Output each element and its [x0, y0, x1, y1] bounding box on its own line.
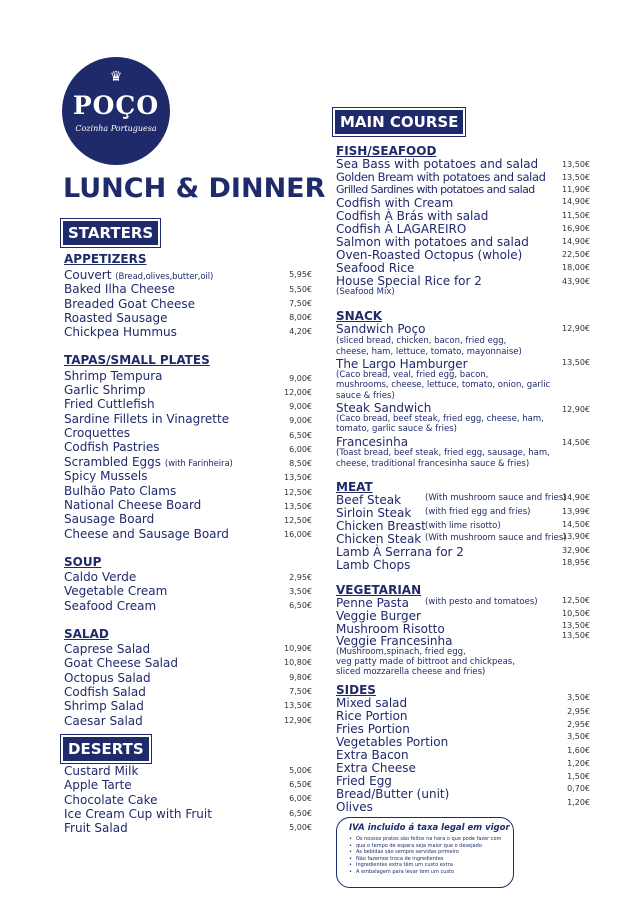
menu-item: Grilled Sardines with potatoes and salad — [336, 183, 535, 196]
item-description: cheese, ham, lettuce, tomato, mayonnaise) — [336, 347, 522, 357]
item-price: 5,00€ — [289, 823, 312, 832]
menu-item: Chocolate Cake — [64, 793, 158, 807]
menu-item: Fried Egg — [336, 774, 392, 788]
tax-info-list — [345, 836, 505, 876]
menu-item: Sausage Board — [64, 512, 155, 526]
menu-item: Golden Bream with potatoes and salad — [336, 170, 546, 184]
menu-item: Veggie Burger — [336, 609, 421, 623]
menu-item: Codfish À Brás with salad — [336, 209, 489, 223]
menu-item: Penne Pasta — [336, 596, 409, 610]
item-description: sliced mozzarella cheese and fries) — [336, 667, 486, 677]
item-price: 13,50€ — [284, 502, 312, 511]
item-price: 14,50€ — [562, 438, 590, 447]
item-price: 6,00€ — [289, 445, 312, 454]
item-price: 13,90€ — [562, 532, 590, 541]
item-price: 6,50€ — [289, 601, 312, 610]
main-course-banner: MAIN COURSE — [335, 110, 463, 134]
menu-item: Fried Cuttlefish — [64, 397, 155, 411]
menu-item: Mixed salad — [336, 696, 408, 710]
menu-item: Baked Ilha Cheese — [64, 282, 175, 296]
item-price: 13,50€ — [562, 631, 590, 640]
item-price: 1,20€ — [567, 798, 590, 807]
tapas-title: TAPAS/SMALL PLATES — [64, 353, 210, 367]
menu-item: Caprese Salad — [64, 642, 151, 656]
item-price: 14,90€ — [562, 493, 590, 502]
item-price: 43,90€ — [562, 277, 590, 286]
item-price: 5,50€ — [289, 285, 312, 294]
menu-item: Beef Steak — [336, 493, 402, 507]
menu-item: Chicken Steak — [336, 532, 422, 546]
item-price: 3,50€ — [567, 732, 590, 741]
restaurant-logo — [62, 57, 170, 165]
menu-item: Seafood Cream — [64, 599, 157, 613]
menu-item: Goat Cheese Salad — [64, 656, 178, 670]
menu-item: Mushroom Risotto — [336, 622, 445, 636]
tax-info-item: • A embalagem para levar tem um custo — [349, 869, 505, 876]
item-price: 7,50€ — [289, 687, 312, 696]
item-price: 2,95€ — [567, 707, 590, 716]
item-description: (Toast bread, beef steak, fried egg, sausage, ham, — [336, 448, 550, 458]
item-note: (with lime risotto) — [425, 521, 501, 531]
item-price: 7,50€ — [289, 299, 312, 308]
menu-item: Sirloin Steak — [336, 506, 412, 520]
menu-item: Veggie Francesinha — [336, 634, 453, 648]
menu-item: Fruit Salad — [64, 821, 128, 835]
menu-item: Sea Bass with potatoes and salad — [336, 157, 539, 171]
item-price: 13,50€ — [284, 473, 312, 482]
menu-item: Couvert (Bread,olives,butter,oil) — [64, 268, 214, 282]
item-price: 12,50€ — [284, 488, 312, 497]
appetizers-title: APPETIZERS — [64, 252, 147, 266]
menu-item: Sardine Fillets in Vinagrette — [64, 412, 230, 426]
menu-item: Bulhão Pato Clams — [64, 484, 177, 498]
item-description: (Mushroom,spinach, fried egg, — [336, 647, 466, 657]
menu-item: Bread/Butter (unit) — [336, 787, 450, 801]
vegetarian-title: VEGETARIAN — [336, 583, 422, 597]
menu-item: Ice Cream Cup with Fruit — [64, 807, 212, 821]
tax-info-item: • Não fazemos troca de ingredientes — [349, 856, 505, 863]
item-price: 2,95€ — [289, 573, 312, 582]
starters-banner: STARTERS — [63, 221, 158, 245]
item-price: 3,50€ — [289, 587, 312, 596]
menu-item: Francesinha — [336, 435, 409, 449]
salad-title: SALAD — [64, 627, 109, 641]
menu-item: Caldo Verde — [64, 570, 137, 584]
menu-item: Spicy Mussels — [64, 469, 148, 483]
menu-item: Shrimp Salad — [64, 699, 144, 713]
item-price: 10,50€ — [562, 609, 590, 618]
tax-info-item: • As bebidas são sempre servidas primeiro — [349, 849, 505, 856]
item-price: 12,90€ — [562, 324, 590, 333]
menu-item: Vegetable Cream — [64, 584, 168, 598]
soup-title: SOUP — [64, 555, 102, 569]
item-price: 13,50€ — [562, 173, 590, 182]
menu-item: Steak Sandwich — [336, 401, 432, 415]
menu-item: Extra Bacon — [336, 748, 409, 762]
tax-info-item: • que o tempo de espera seja maior que o desejado — [349, 843, 505, 850]
item-price: 6,00€ — [289, 794, 312, 803]
item-description: veg patty made of bittroot and chickpeas, — [336, 657, 515, 667]
item-price: 11,50€ — [562, 211, 590, 220]
item-price: 9,00€ — [289, 416, 312, 425]
item-price: 6,50€ — [289, 780, 312, 789]
item-note: (with fried egg and fries) — [425, 507, 531, 517]
menu-item: The Largo Hamburger — [336, 357, 468, 371]
item-price: 3,50€ — [567, 693, 590, 702]
item-price: 10,90€ — [284, 644, 312, 653]
menu-item: Caesar Salad — [64, 714, 143, 728]
item-description: (Caco bread, beef steak, fried egg, cheese, ham, — [336, 414, 544, 424]
item-price: 9,00€ — [289, 374, 312, 383]
item-price: 6,50€ — [289, 431, 312, 440]
menu-item: Lamb Chops — [336, 558, 411, 572]
item-price: 1,50€ — [567, 772, 590, 781]
item-price: 32,90€ — [562, 546, 590, 555]
item-price: 2,95€ — [567, 720, 590, 729]
item-price: 0,70€ — [567, 784, 590, 793]
tax-info-title: IVA incluido á taxa legal em vigor — [349, 823, 510, 833]
menu-item: Octopus Salad — [64, 671, 151, 685]
item-note: (with pesto and tomatoes) — [425, 597, 538, 607]
menu-item: Croquettes — [64, 426, 131, 440]
item-description: cheese, traditional francesinha sauce & fries) — [336, 459, 530, 469]
menu-item: Chickpea Hummus — [64, 325, 177, 339]
item-price: 18,95€ — [562, 558, 590, 567]
item-price: 12,50€ — [284, 516, 312, 525]
menu-item: Chicken Breast — [336, 519, 426, 533]
item-price: 13,50€ — [562, 160, 590, 169]
item-note: (With mushroom sauce and fries) — [425, 533, 567, 543]
item-note: (With mushroom sauce and fries) — [425, 493, 567, 503]
item-price: 6,50€ — [289, 809, 312, 818]
item-price: 14,50€ — [562, 520, 590, 529]
menu-item: Cheese and Sausage Board — [64, 527, 229, 541]
menu-item: Lamb À Serrana for 2 — [336, 545, 464, 559]
meat-title: MEAT — [336, 480, 373, 494]
menu-item: Codfish Pastries — [64, 440, 160, 454]
menu-item: Olives — [336, 800, 373, 814]
tax-info-item: • Ingredientes extra têm um custo extra — [349, 862, 505, 869]
menu-item: Fries Portion — [336, 722, 410, 736]
menu-item: Codfish À LAGAREIRO — [336, 222, 467, 236]
item-price: 22,50€ — [562, 250, 590, 259]
crown-icon: ♛ — [109, 69, 123, 85]
item-price: 4,20€ — [289, 327, 312, 336]
menu-item: Apple Tarte — [64, 778, 132, 792]
item-price: 8,50€ — [289, 459, 312, 468]
menu-item: House Special Rice for 2 — [336, 274, 482, 288]
item-price: 1,20€ — [567, 759, 590, 768]
item-description: (sliced bread, chicken, bacon, fried egg, — [336, 336, 507, 346]
menu-item: Garlic Shrimp — [64, 383, 146, 397]
item-price: 13,50€ — [562, 358, 590, 367]
sides-title: SIDES — [336, 683, 376, 697]
page-title: LUNCH & DINNER — [63, 173, 326, 204]
item-description: sauce & fries) — [336, 391, 395, 401]
menu-item: Shrimp Tempura — [64, 369, 163, 383]
logo-name: POÇO — [72, 91, 160, 120]
menu-item: Vegetables Portion — [336, 735, 449, 749]
item-price: 13,99€ — [562, 507, 590, 516]
item-description: tomato, garlic sauce & fries) — [336, 424, 457, 434]
menu-item: Codfish with Cream — [336, 196, 454, 210]
fish-title: FISH/SEAFOOD — [336, 144, 437, 158]
menu-item: Salmon with potatoes and salad — [336, 235, 529, 249]
item-price: 10,80€ — [284, 658, 312, 667]
item-note: (Seafood Mix) — [336, 287, 395, 297]
item-price: 18,00€ — [562, 263, 590, 272]
item-price: 12,00€ — [284, 388, 312, 397]
menu-item: Scrambled Eggs (with Farinheira) — [64, 455, 233, 469]
item-price: 5,00€ — [289, 766, 312, 775]
tax-info-item: • Os nossos pratos são feitos na hora o que pode fazer com — [349, 836, 505, 843]
item-price: 5,95€ — [289, 270, 312, 279]
item-description: mushrooms, cheese, lettuce, tomato, onion, garlic — [336, 380, 551, 390]
menu-item: Codfish Salad — [64, 685, 146, 699]
item-price: 11,90€ — [562, 185, 590, 194]
item-price: 12,90€ — [562, 405, 590, 414]
menu-item: Breaded Goat Cheese — [64, 297, 195, 311]
menu-item: Custard Milk — [64, 764, 139, 778]
tax-info-box — [336, 817, 514, 888]
item-price: 14,90€ — [562, 197, 590, 206]
item-price: 14,90€ — [562, 237, 590, 246]
item-price: 12,50€ — [562, 596, 590, 605]
item-price: 9,80€ — [289, 673, 312, 682]
logo-subtitle: Cozinha Portuguesa — [75, 124, 157, 133]
deserts-banner: DESERTS — [63, 737, 149, 761]
item-price: 1,60€ — [567, 746, 590, 755]
item-description: (Caco bread, veal, fried egg, bacon, — [336, 370, 489, 380]
item-price: 9,00€ — [289, 402, 312, 411]
snack-title: SNACK — [336, 309, 383, 323]
item-price: 16,90€ — [562, 224, 590, 233]
menu-item: Rice Portion — [336, 709, 408, 723]
menu-item: Sandwich Poço — [336, 322, 426, 336]
menu-item: Extra Cheese — [336, 761, 416, 775]
item-price: 13,50€ — [284, 701, 312, 710]
menu-item: Seafood Rice — [336, 261, 415, 275]
menu-item: Roasted Sausage — [64, 311, 168, 325]
item-price: 13,50€ — [562, 621, 590, 630]
item-price: 16,00€ — [284, 530, 312, 539]
item-price: 12,90€ — [284, 716, 312, 725]
menu-item: National Cheese Board — [64, 498, 202, 512]
item-price: 8,00€ — [289, 313, 312, 322]
menu-item: Oven-Roasted Octopus (whole) — [336, 248, 523, 262]
